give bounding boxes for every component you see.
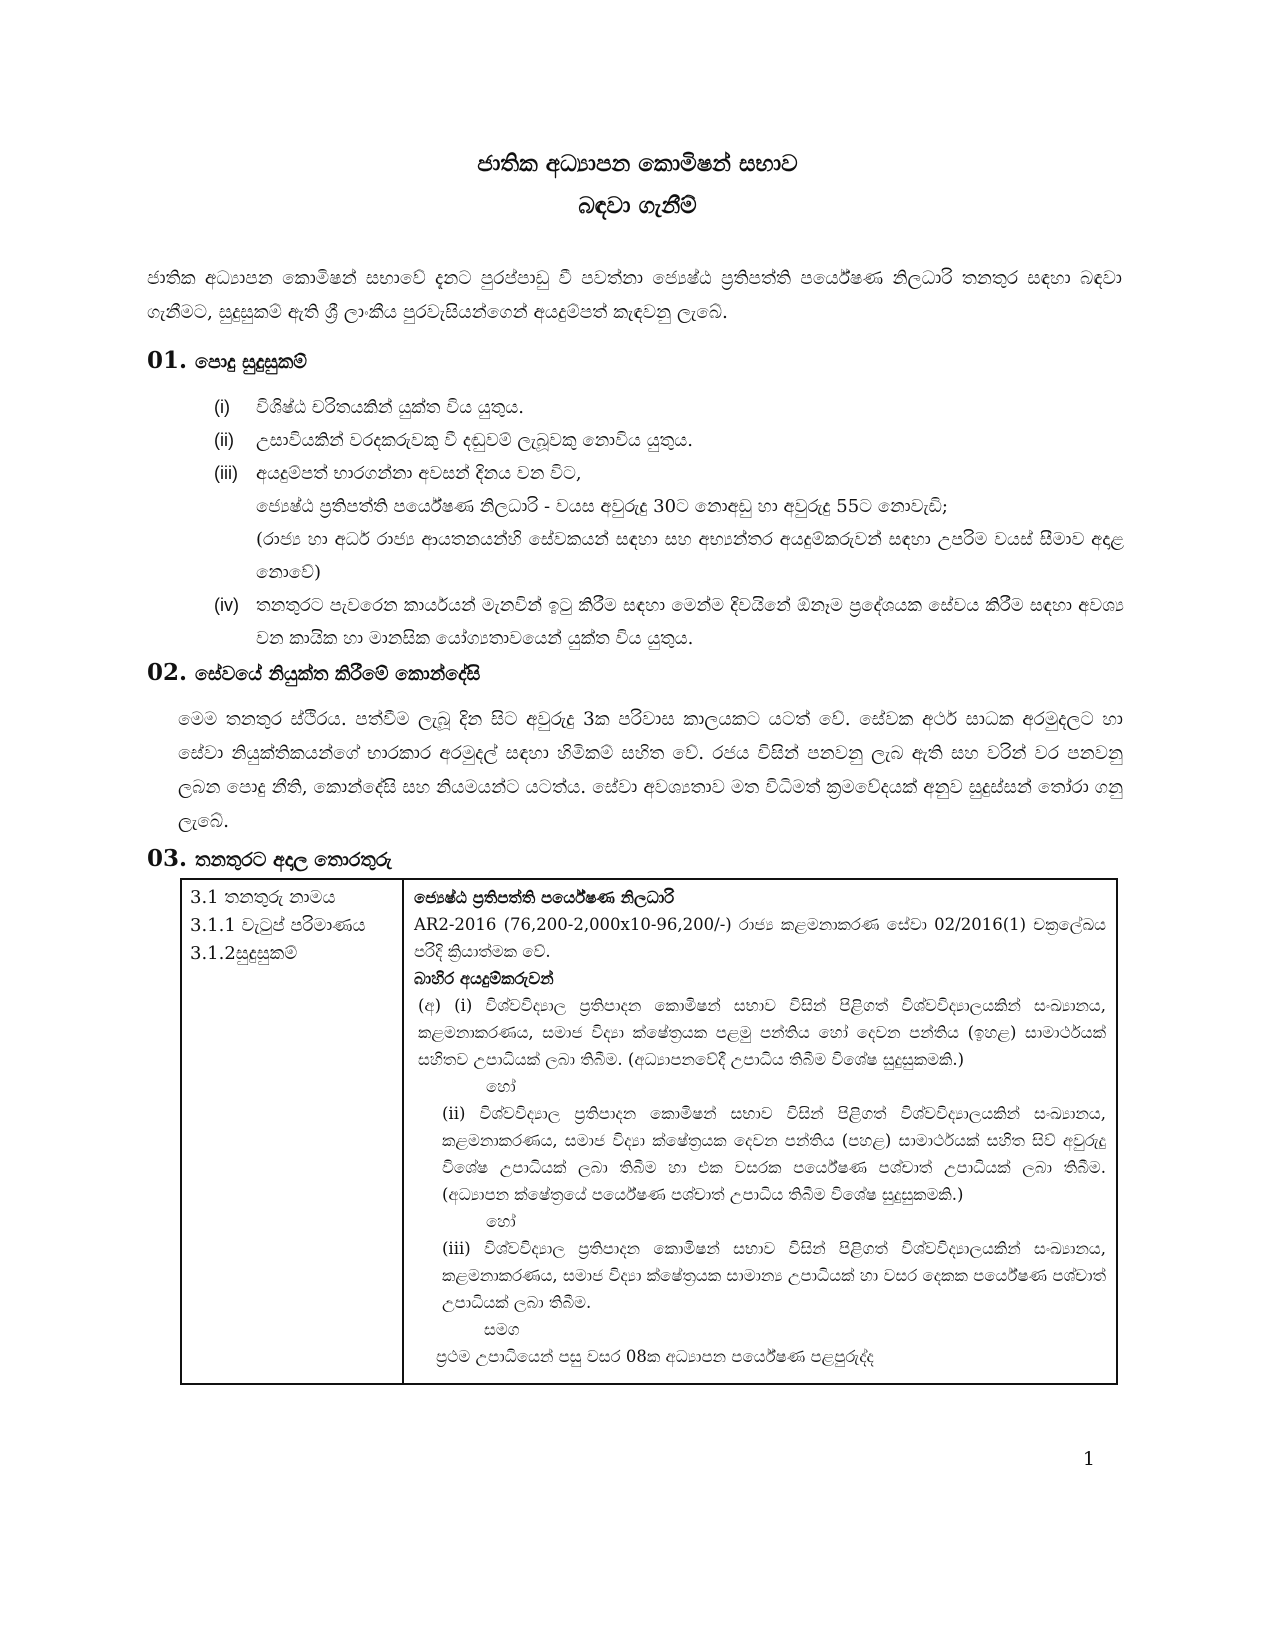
page-number: 1 — [1082, 1448, 1095, 1470]
section-02-heading — [147, 659, 480, 686]
item-text: (රාජ්‍ය හා අර්ධ රාජ්‍ය ආයතනයන්හි සේවකයන් සඳහා සහ අභ්‍යන්තර අයදුම්කරුවන් සඳහා උපරිම වයස් සීමාව අදාළ නොවේ) — [256, 529, 1124, 583]
qualification-a-i: (අ) (i) විශ්වවිද්‍යාල ප්‍රතිපාදන කොමිෂන් සභාව විසින් පිළිගත් විශ්වවිද්‍යාලයකින් සංඛ්‍යානය, කළමනාකරණය, සමාජ විද්‍යා ක්ෂේත්‍රයක පළමු පන්තිය හෝ දෙවන පන්තිය (ඉහළ) සාමාර්ථයක් සහිතව උපාධියක් ලබා තිබීම. (අධ්‍යාපනවේදී උපාධිය තිබීම විශේෂ සුදුසුකමකි.) — [418, 996, 1106, 1069]
item-text: අයදුම්පත් භාරගන්නා අවසන් දිනය වන විට, — [256, 463, 582, 484]
item-label: (iv) — [214, 595, 239, 615]
page-subtitle: බඳවා ගැනීම් — [578, 192, 697, 219]
label-salary-scale: 3.1.1 වැටුප් පරිමාණය — [190, 915, 366, 936]
experience-requirement: ප්‍රථම උපාධියෙන් පසු වසර 08ක අධ්‍යාපන පර්යේෂණ පළපුරුද්ද — [436, 1347, 874, 1366]
list-item — [214, 391, 1124, 424]
item-label: (iii) — [214, 463, 238, 483]
section-03-heading — [147, 845, 392, 872]
section-number: 03. — [147, 845, 188, 872]
section-number: 01. — [147, 347, 188, 374]
qualification-ii: (ii) විශ්වවිද්‍යාල ප්‍රතිපාදන කොමිෂන් සභාව විසින් පිළිගත් විශ්වවිද්‍යාලයකින් සංඛ්‍යානය, කළමනාකරණය, සමාජ විද්‍යා ක්ෂේත්‍රයක දෙවන පන්තිය (පහළ) සාමාර්ථයක් සහිත සිව් අවුරුදු විශේෂ උපාධියක් ලබා තිබීම හා එක වසරක පර්යේෂණ පශ්චාත් උපාධියක් ලබා තිබීම. (අධ්‍යාපන ක්ෂේත්‍රයේ පර්යේෂණ පශ්චාත් උපාධිය තිබීම විශේෂ සුදුසුකමකි.) — [442, 1104, 1106, 1204]
salary-scale-value: AR2-2016 (76,200-2,000x10-96,200/-) රාජ්‍ය කළමනාකරණ සේවා 02/2016(1) චක්‍රලේඛය පරිදි ක්‍රියාත්මක වේ. — [414, 915, 1106, 961]
section-title: සේවයේ නියුක්ත කිරීමේ කොන්දේසි — [195, 663, 481, 685]
item-text: ජ්‍යෙෂ්ඨ ප්‍රතිපත්ති පර්යේෂණ නිලධාරි - වයස අවුරුදු 30ට නොඅඩු හා අවුරුදු 55ට නොවැඩි; — [256, 496, 948, 517]
list-item — [214, 424, 1124, 457]
item-text: උසාවියකින් වරදකරුවකු වී දඬුවම් ලැබූවකු නොවිය යුතුය. — [256, 430, 693, 451]
or-connector: හෝ — [486, 1077, 516, 1096]
post-information-table — [180, 878, 1118, 1385]
item-label: (ii) — [214, 430, 234, 450]
external-applicants-heading: බාහිර අයදුම්කරුවන් — [414, 969, 554, 988]
label-qualifications: 3.1.2සුදුසුකම් — [190, 943, 298, 964]
label-post-name: 3.1 තනතුරු නාමය — [190, 887, 336, 908]
post-name-value: ජ්‍යෙෂ්ඨ ප්‍රතිපත්ති පර්යේෂණ නිලධාරි — [414, 888, 675, 907]
with-connector: සමග — [484, 1320, 520, 1339]
qualification-iii: (iii) විශ්වවිද්‍යාල ප්‍රතිපාදන කොමිෂන් සභාව විසින් පිළිගත් විශ්වවිද්‍යාලයකින් සංඛ්‍යානය, කළමනාකරණය, සමාජ විද්‍යා ක්ෂේත්‍රයක සාමාන්‍ය උපාධියක් හා වසර දෙකක පර්යේෂණ පශ්චාත් උපාධියක් ලබා තිබීම. — [442, 1239, 1106, 1312]
section-title: තනතුරට අදාල තොරතුරු — [195, 849, 392, 871]
section-01-heading — [147, 347, 307, 374]
list-item — [214, 457, 1124, 589]
service-conditions-paragraph: මෙම තනතුර ස්ථිරය. පත්වීම ලැබූ දින සිට අවුරුදු 3ක පරිවාස කාලයකට යටත් වේ. සේවක අර්ථ සාධක අරමුදලට හා සේවා නියුක්තිකයන්ගේ භාරකාර අරමුදල් සඳහා හිමිකම් සහිත වේ. රජය විසින් පනවනු ලැබ ඇති සහ වරින් වර පනවනු ලබන පොදු නීති, කොන්දේසි සහ නියමයන්ට යටත්ය. සේවා අවශ්‍යතාව මත විධිමත් ක්‍රමවේදයක් අනුව සුදුස්සන් තෝරා ගනු ලැබේ. — [178, 709, 1123, 832]
item-label: (i) — [214, 397, 230, 417]
section-title: පොදු සුදුසුකම් — [195, 351, 307, 373]
page-title: ජාතික අධ්‍යාපන කොමිෂන් සභාව — [477, 150, 798, 177]
item-text: විශිෂ්ඨ චරිතයකින් යුක්ත විය යුතුය. — [256, 397, 524, 418]
item-text: තනතුරට පැවරෙන කාර්යයන් මැනවින් ඉටු කිරීම සඳහා මෙන්ම දිවයිනේ ඕනෑම ප්‍රදේශයක සේවය කිරීම සඳහා අවශ්‍ය වන කායික හා මානසික යෝග්‍යතාවයෙන් යුක්ත විය යුතුය. — [256, 595, 1124, 649]
section-number: 02. — [147, 659, 188, 686]
table-labels-cell — [181, 879, 403, 1384]
general-qualifications-list — [214, 391, 1124, 655]
or-connector: හෝ — [486, 1212, 516, 1231]
list-item — [214, 589, 1124, 655]
intro-paragraph: ජාතික අධ්‍යාපන කොමිෂන් සභාවේ දැනට පුරප්පාඩු වී පවත්නා ජ්‍යෙෂ්ඨ ප්‍රතිපත්ති පර්යේෂණ නිලධාරි තනතුර සඳහා බඳවා ගැනීමට, සුදුසුකම් ඇති ශ්‍රී ලාංකීය පුරවැසියන්ගෙන් අයදුම්පත් කැඳවනු ලැබේ. — [147, 268, 1122, 323]
table-values-cell — [403, 879, 1117, 1384]
